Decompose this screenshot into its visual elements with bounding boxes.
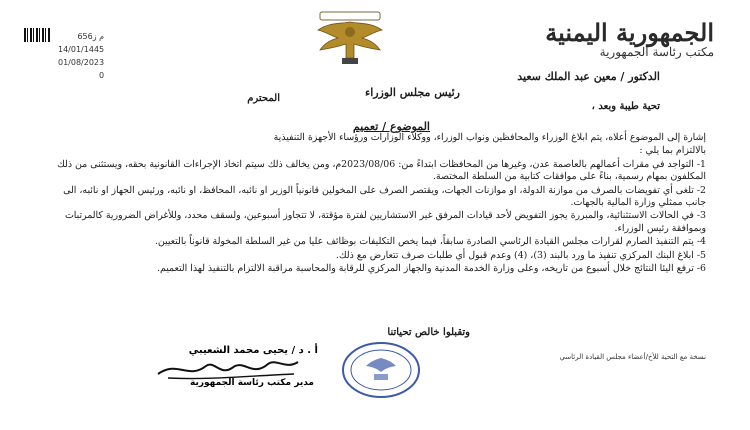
republic-title: الجمهورية اليمنية [545,18,714,47]
official-stamp-icon [340,340,422,400]
closing: وتقبلوا خالص تحياتنا [387,327,470,338]
list-item: 4- يتم التنفيذ الصارم لقرارات مجلس القيادة الرئاسي الصادرة سابقاً، فيما يخص التكليفات بوظائف عليا من غير السلطة المخولة قانوناً بالتعيين. [154,236,706,248]
intro-line: بالالتزام بما يلي : [639,145,706,157]
office-title: مكتب رئاسة الجمهورية [599,45,714,59]
barcode [24,28,50,42]
list-item: 1- التواجد في مقرات أعمالهم بالعاصمة عدن، وغيرها من المحافظات ابتداءً من: 2023/08/06م، ومن يخالف ذلك سيتم اتخاذ الإجراءات القانونية بحقه، ويستثنى من ذلك المكلفون بمهام رسمية، بناءً على موافقات كتابية من السلطة المختصة. [57,158,706,183]
eagle-emblem-icon [300,10,400,68]
attachments-count: 0 [99,71,105,80]
gregorian-date: 01/08/2023 [58,58,105,67]
greeting: تحية طيبة وبعد ، [591,101,660,112]
recipient-position: رئيس مجلس الوزراء [365,86,460,99]
list-item: 6- ترفع اليئا النتائج خلال أسبوع من تاريخه، وعلى وزارة الخدمة المدنية والجهاز المركزي للرقابة والمحاسبة مراقبة الالتزام بالتنفيذ لهذا التعميم. [156,263,706,275]
signatory-name: أ . د / يحيى محمد الشعيبي [188,345,318,356]
signatory-title: مدير مكتب رئاسة الجمهورية [190,378,314,388]
subject-line: الموضوع / تعميم [352,120,430,133]
letterhead [545,18,714,59]
recipient-name: الدكتور / معين عبد الملك سعيد [517,70,660,83]
hijri-date: 14/01/1445 [58,45,105,54]
honorific: المحترم [247,93,280,104]
reference-block [58,30,104,82]
list-item: 3- في الحالات الاستثنائية، والمبررة يجوز التفويض لأحد قيادات المرفق غير الاستشاريين لفترة مؤقتة، لا تتجاوز أسبوعين، ولسقف محدد، وللأغراض الضرورية كالمرتبات وبموافقة رئيس الوزراء. [64,210,706,234]
cc-line: نسخة مع التحية للأخ/أعضاء مجلس القيادة الرئاسي [559,353,706,361]
list-item: 5- ابلاغ البنك المركزي تنفيذ ما ورد بالبند (3)، (4) وعدم قبول أي طلبات صرف تتعارض مع ذلك. [335,249,706,261]
letter-body [46,132,706,276]
list-item: 2- تلغى أي تفويضات بالصرف من موازنة الدولة، او موازنات الجهات، ويقتصر الصرف على المخولين قانونياً الوزير او نائبه، المحافظ، او نائبه، ورئيس الجهاز او نائبه، الى جانب ممثلي وزارة المالية بالجهات. [63,184,706,209]
ref-number: 656م ز [77,32,105,41]
intro-line: إشارة إلى الموضوع أعلاه، يتم ابلاغ الوزراء والمحافظين ونواب الوزراء، ووكلاء الوزارات ورؤساء الأجهزة التنفيذية [273,132,706,143]
